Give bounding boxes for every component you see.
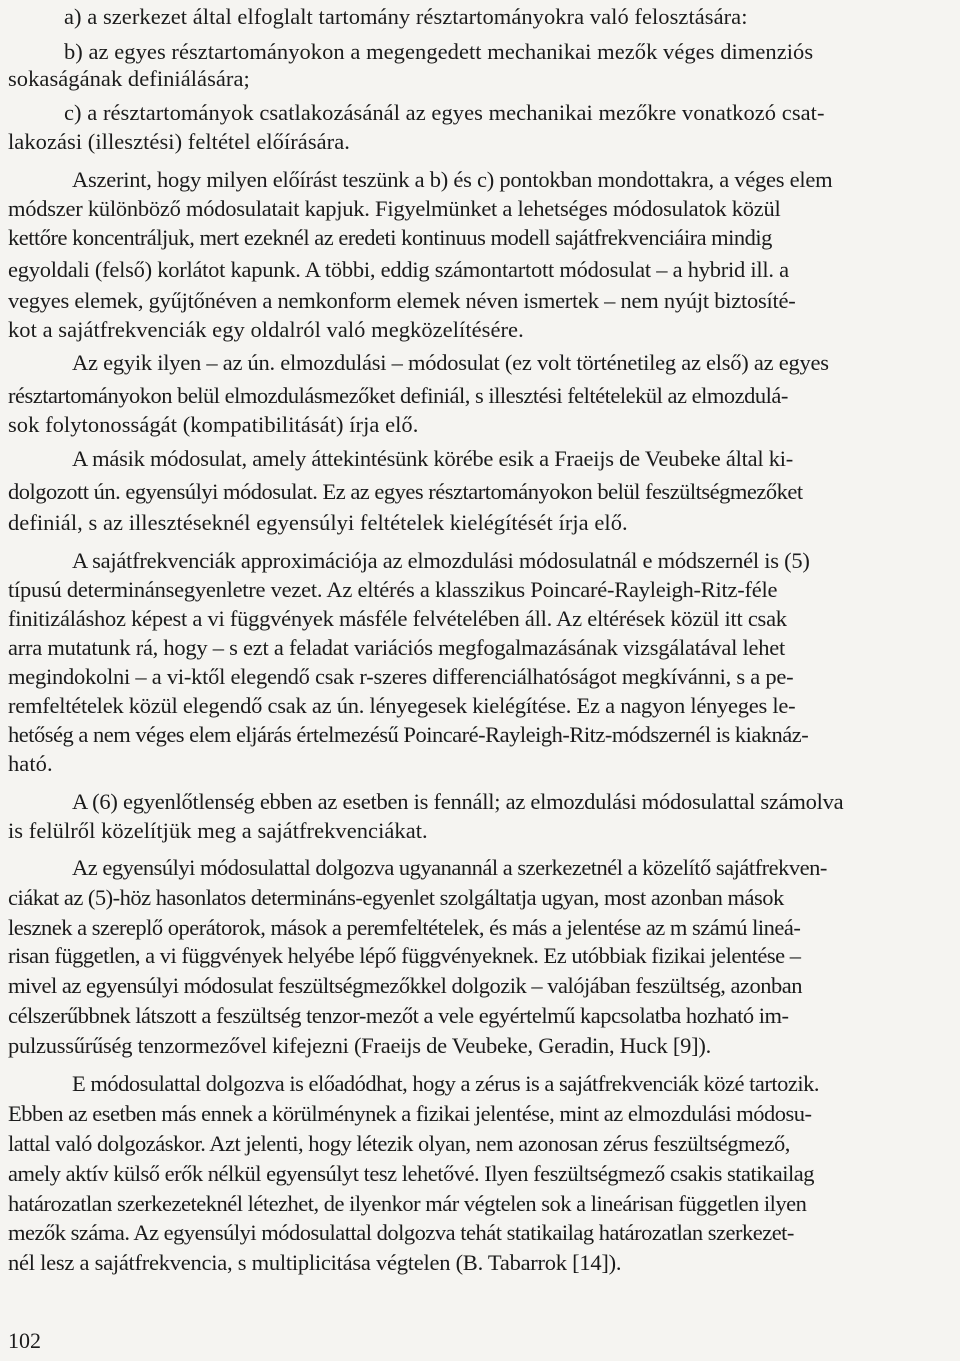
text-line: típusú determinánsegyenletre vezet. Az eltérés a klasszikus Poincaré-Rayleigh-Ritz-féle (8, 577, 778, 602)
text-line: dolgozott ún. egyensúlyi módosulat. Ez az egyes résztartományokon belül feszültségmezőket (8, 479, 803, 504)
text-line: célszerűbbnek látszott a feszültség tenzor-mezőt a vele egyértelmű kapcsolatba hozható im- (8, 1003, 789, 1028)
paragraph-first-line: Az egyensúlyi módosulattal dolgozva ugyanannál a szerkezetnél a közelítő sajátfrekven- (72, 855, 827, 880)
paragraph-first-line (72, 445, 793, 473)
text-line: b) az egyes résztartományokon a megengedett mechanikai mezők véges dimenziós (64, 39, 814, 64)
paragraph-first-line: Az egyik ilyen – az ún. elmozdulási – módosulat (ez volt történetileg az első) az egyes (72, 350, 829, 375)
paragraph-first-line: E módosulattal dolgozva is előadódhat, hogy a zérus is a sajátfrekvenciák közé tartozik. (72, 1071, 819, 1096)
text-line: definiál, s az illesztéseknél egyensúlyi feltételek kielégítését írja elő. (8, 510, 628, 535)
text-line: c) a résztartományok csatlakozásánál az egyes mechanikai mezőkre vonatkozó csat- (64, 100, 825, 125)
text-line: hetőség a nem véges elem eljárás értelmezésű Poincaré-Rayleigh-Ritz-módszernél is kiaknáz- (8, 722, 809, 747)
text-line: mezők száma. Az egyensúlyi módosulattal dolgozva tehát statikailag határozatlan szerkezet- (8, 1220, 794, 1245)
text-line: remfeltételek közül elegendő csak az ún. lényegesek kielégítése. Ez a nagyon lényeges le- (8, 693, 796, 718)
text-line: pulzussűrűség tenzormezővel kifejezni (Fraeijs de Veubeke, Geradin, Huck [9]). (8, 1033, 711, 1058)
text-line: résztartományokon belül elmozdulásmezőket definiál, s illesztési feltételekül az elmozdulá- (8, 383, 788, 408)
text-line: ható. (8, 751, 53, 776)
text-line: mivel az egyensúlyi módosulat feszültségmezőkkel dolgozik – valójában feszültség, azonban (8, 973, 802, 998)
paragraph-first-line: A (6) egyenlőtlenség ebben az esetben is fennáll; az elmozdulási módosulattal számolva (72, 789, 844, 814)
text-line: sok folytonosságát (kompatibilitását) írja elő. (8, 412, 419, 437)
text-line: ciákat az (5)-höz hasonlatos determináns-egyenlet szolgáltatja ugyan, most azonban mások (8, 885, 784, 910)
text-line: lattal való dolgozáskor. Azt jelenti, hogy létezik olyan, nem azonosan zérus feszültségmező, (8, 1131, 790, 1156)
text-line: lakozási (illesztési) feltétel előírására. (8, 129, 350, 154)
text-line: kettőre koncentráljuk, mert ezeknél az eredeti kontinuus modell sajátfrekvenciáira mindig (8, 225, 772, 250)
text-line: megindokolni – a vi-ktől elegendő csak r-szeres differenciálhatóságot megkívánni, s a pe- (8, 664, 794, 689)
text-line: a) a szerkezet által elfoglalt tartomány résztartományokra való felosztására: (64, 4, 748, 29)
text-line: arra mutatunk rá, hogy – s ezt a feladat variációs megfogalmazásának vizsgálatával lehet (8, 635, 786, 660)
paragraph-first-line: Aszerint, hogy milyen előírást teszünk a b) és c) pontokban mondottakra, a véges elem (72, 167, 833, 192)
text-line: lesznek a szereplő operátorok, mások a peremfeltételek, és más a jelentése az m számú lineá- (8, 915, 801, 940)
text-line: is felülről közelítjük meg a sajátfrekvenciákat. (8, 818, 428, 843)
text-segment: A másik módosulat, amely áttekintésünk körébe esik a Fraeijs de Veubeke által ki- (72, 446, 794, 471)
text-line: nél lesz a sajátfrekvencia, s multiplicitása végtelen (B. Tabarrok [14]). (8, 1250, 622, 1275)
text-line: Ebben az esetben más ennek a körülménynek a fizikai jelentése, mint az elmozdulási módosu- (8, 1101, 812, 1126)
text-line: módszer különböző módosulatait kapjuk. Figyelmünket a lehetséges módosulatok közül (8, 196, 781, 221)
text-line: kot a sajátfrekvenciák egy oldalról való megközelítésére. (8, 317, 524, 342)
text-line: finitizáláshoz képest a vi függvények másféle felvételében áll. Az eltérések közül itt csak (8, 606, 787, 631)
text-line: egyoldali (felső) korlátot kapunk. A többi, eddig számontartott módosulat – a hybrid ill. a (8, 257, 789, 282)
book-page (8, 2, 954, 1302)
text-line: risan független, a vi függvények helyébe lépő függvényeknek. Ez utóbbiak fizikai jelentése – (8, 943, 801, 968)
text-line: amely aktív külső erők nélkül egyensúlyt tesz lehetővé. Ilyen feszültségmező csakis statikailag (8, 1161, 814, 1186)
text-line: vegyes elemek, gyűjtőnéven a nemkonform elemek néven ismertek – nem nyújt biztosíté- (8, 288, 796, 313)
text-line: határozatlan szerkezeteknél létezhet, de ilyenkor már végtelen sok a lineárisan független ilyen (8, 1191, 807, 1216)
page-number: 102 (8, 1328, 41, 1353)
paragraph-first-line: A sajátfrekvenciák approximációja az elmozdulási módosulatnál e módszernél is (5) (72, 548, 810, 573)
text-line: sokaságának definiálására; (8, 66, 250, 91)
